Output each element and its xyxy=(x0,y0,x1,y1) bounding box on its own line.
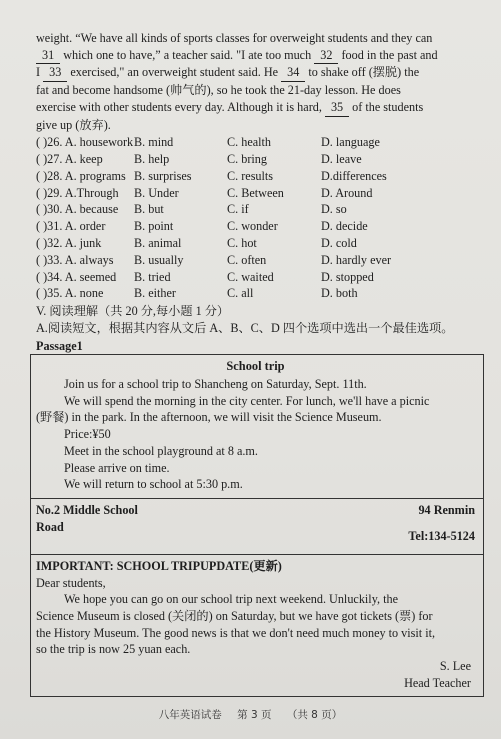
notice-box xyxy=(30,354,484,696)
option-row xyxy=(36,168,481,185)
text: food in the past and xyxy=(338,47,438,62)
option-b: B. tried xyxy=(134,269,171,284)
section-instructions: A.阅读短文，根据其内容从文后 A、B、C、D 四个选项中选出一个最佳选项。 xyxy=(36,320,454,335)
option-b: B. usually xyxy=(134,252,184,267)
option-b: B. mind xyxy=(134,135,174,150)
cloze-line xyxy=(36,99,481,117)
text: exercise with other students every day. Although it is hard, xyxy=(36,99,325,114)
update-line: We hope you can go on our school trip next weekend. Unluckily, the xyxy=(64,592,398,607)
blank-31: 31 xyxy=(36,47,60,65)
text: to shake off (摆脱) the xyxy=(305,65,420,80)
option-c: C. Between xyxy=(227,185,284,200)
text: I xyxy=(36,65,44,80)
text: which one to have,” a teacher said. "I ate too much xyxy=(60,47,315,62)
option-b: B. Under xyxy=(134,185,179,200)
notice-title: School trip xyxy=(226,359,285,374)
option-b: B. point xyxy=(134,219,174,234)
option-c: C. all xyxy=(227,286,254,301)
option-d: D.differences xyxy=(321,168,387,183)
option-c: C. hot xyxy=(227,236,257,251)
option-a: ( )32. A. junk xyxy=(36,236,102,251)
update-line: Science Museum is closed (关闭的) on Saturday, but we have got tickets (票) for xyxy=(36,609,433,624)
option-a: ( )26. A. housework xyxy=(36,135,134,150)
option-c: C. if xyxy=(227,202,249,217)
option-d: D. so xyxy=(321,202,347,217)
option-c: C. often xyxy=(227,252,267,267)
text: exercised," an overweight student said. He xyxy=(67,65,282,80)
school-address: 94 Renmin xyxy=(418,502,475,517)
option-a: ( )35. A. none xyxy=(36,286,104,301)
signature-title: Head Teacher xyxy=(404,675,471,690)
option-c: C. waited xyxy=(227,269,274,284)
school-name: No.2 Middle School xyxy=(36,502,138,517)
option-row xyxy=(36,285,481,302)
option-a: ( )34. A. seemed xyxy=(36,269,117,284)
option-row xyxy=(36,269,481,286)
option-d: D. cold xyxy=(321,236,357,251)
notice-contact xyxy=(31,499,483,555)
option-a: ( )33. A. always xyxy=(36,252,114,267)
option-a: ( )30. A. because xyxy=(36,202,119,217)
cloze-line xyxy=(36,47,481,65)
option-a: ( )27. A. keep xyxy=(36,152,103,167)
page-footer xyxy=(0,707,501,724)
exam-name: 八年英语试卷 xyxy=(158,709,222,721)
option-d: D. hardly ever xyxy=(321,252,392,267)
option-row xyxy=(36,235,481,252)
school-tel: Tel:134-5124 xyxy=(408,528,475,543)
notice-line: We will return to school at 5:30 p.m. xyxy=(64,477,243,492)
notice-line: (野餐) in the park. In the afternoon, we will visit the Science Museum. xyxy=(36,410,382,425)
option-d: D. both xyxy=(321,286,358,301)
text: of the students xyxy=(349,99,424,114)
option-b: B. help xyxy=(134,152,170,167)
cloze-passage xyxy=(36,30,481,133)
notice-trip-info xyxy=(31,355,483,499)
notice-line: Join us for a school trip to Shancheng on Saturday, Sept. 11th. xyxy=(64,377,367,391)
options-list xyxy=(36,134,481,302)
option-row xyxy=(36,218,481,235)
update-heading: IMPORTANT: SCHOOL TRIPUPDATE(更新) xyxy=(36,558,282,573)
page-total: （共 8 页） xyxy=(286,709,343,721)
option-d: D. language xyxy=(321,135,380,150)
notice-line: Please arrive on time. xyxy=(64,460,170,475)
text: weight. “We have all kinds of sports classes for overweight students and they can xyxy=(36,31,433,45)
blank-33: 33 xyxy=(43,64,67,82)
text: fat and become handsome (帅气的), so he took the 21-day lesson. He does xyxy=(36,83,401,98)
option-b: B. animal xyxy=(134,236,182,251)
option-c: C. wonder xyxy=(227,219,278,234)
greeting: Dear students, xyxy=(36,575,106,590)
option-d: D. leave xyxy=(321,152,362,167)
cloze-line xyxy=(36,64,481,82)
update-line: so the trip is now 25 yuan each. xyxy=(36,642,191,657)
update-line: the History Museum. The good news is that we don't need much money to visit it, xyxy=(36,625,436,640)
blank-32: 32 xyxy=(314,47,338,65)
school-road: Road xyxy=(36,519,64,534)
signature-name: S. Lee xyxy=(439,659,471,674)
section-title: V. 阅读理解（共 20 分,每小题 1 分） xyxy=(36,304,230,319)
option-c: C. health xyxy=(227,135,272,150)
option-c: C. bring xyxy=(227,152,267,167)
option-b: B. but xyxy=(134,202,164,217)
option-row xyxy=(36,252,481,269)
option-b: B. surprises xyxy=(134,168,192,183)
cloze-line xyxy=(36,82,481,99)
notice-update xyxy=(31,555,483,696)
option-row xyxy=(36,134,481,151)
option-row xyxy=(36,201,481,218)
notice-line: We will spend the morning in the city center. For lunch, we'll have a picnic xyxy=(64,393,430,408)
option-row xyxy=(36,151,481,168)
option-row xyxy=(36,185,481,202)
option-d: D. decide xyxy=(321,219,368,234)
option-a: ( )28. A. programs xyxy=(36,168,126,183)
blank-35: 35 xyxy=(325,99,349,117)
option-b: B. either xyxy=(134,286,176,301)
passage-label: Passage1 xyxy=(36,338,83,353)
notice-price: Price:¥50 xyxy=(64,427,111,442)
page-number: 第 3 页 xyxy=(237,709,272,721)
text: give up (放弃). xyxy=(36,117,111,132)
option-d: D. stopped xyxy=(321,269,374,284)
notice-line: Meet in the school playground at 8 a.m. xyxy=(64,443,258,458)
cloze-line xyxy=(36,30,481,47)
blank-34: 34 xyxy=(281,64,305,82)
option-c: C. results xyxy=(227,168,274,183)
option-d: D. Around xyxy=(321,185,373,200)
option-a: ( )31. A. order xyxy=(36,219,106,234)
cloze-line xyxy=(36,117,481,134)
option-a: ( )29. A.Through xyxy=(36,185,119,200)
